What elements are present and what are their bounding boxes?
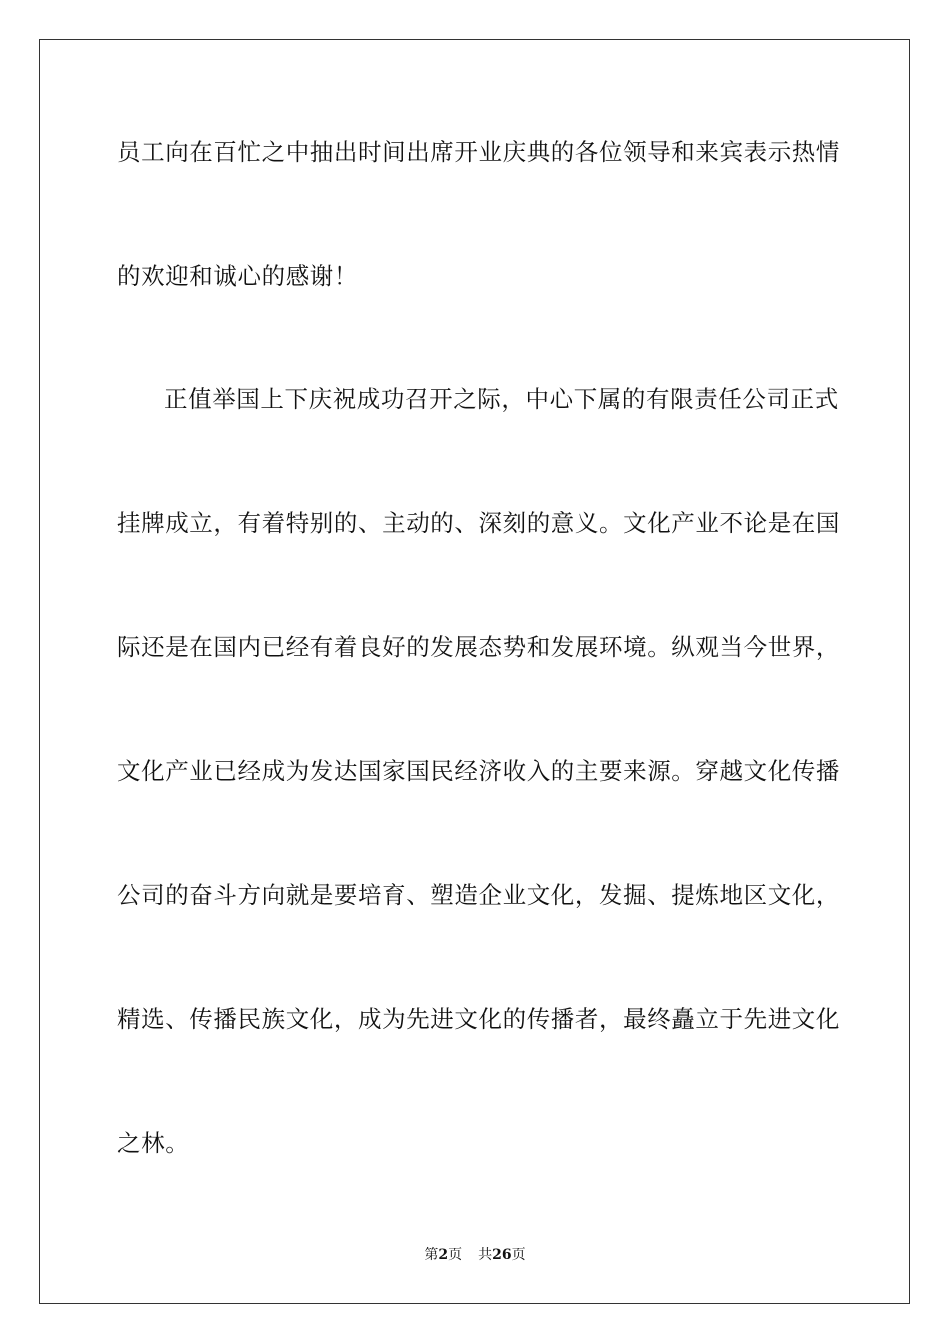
body-text-line: 的欢迎和诚心的感谢！ xyxy=(117,262,358,290)
body-text-line: 之林。 xyxy=(117,1129,190,1157)
paragraph-first-line: 正值举国上下庆祝成功召开之际，中心下属的有限责任公司正式 xyxy=(164,385,839,413)
total-pages: 26 xyxy=(492,1247,512,1263)
body-text-line: 公司的奋斗方向就是要培育、塑造企业文化，发掘、提炼地区文化， xyxy=(117,881,840,909)
page-suffix: 页 xyxy=(448,1247,463,1263)
body-text-line: 挂牌成立，有着特别的、主动的、深刻的意义。文化产业不论是在国 xyxy=(117,509,840,537)
body-text-line: 员工向在百忙之中抽出时间出席开业庆典的各位领导和来宾表示热情 xyxy=(117,138,840,166)
body-text-line: 际还是在国内已经有着良好的发展态势和发展环境。纵观当今世界， xyxy=(117,633,840,661)
body-text-line: 文化产业已经成为发达国家国民经济收入的主要来源。穿越文化传播 xyxy=(117,757,840,785)
total-prefix: 共 xyxy=(478,1247,493,1263)
total-suffix: 页 xyxy=(511,1247,526,1263)
body-text-line: 精选、传播民族文化，成为先进文化的传播者，最终矗立于先进文化 xyxy=(117,1005,840,1033)
page-footer xyxy=(0,1246,950,1264)
page-border xyxy=(39,39,910,1304)
page-prefix: 第 xyxy=(424,1247,439,1263)
page-number: 2 xyxy=(438,1247,449,1263)
